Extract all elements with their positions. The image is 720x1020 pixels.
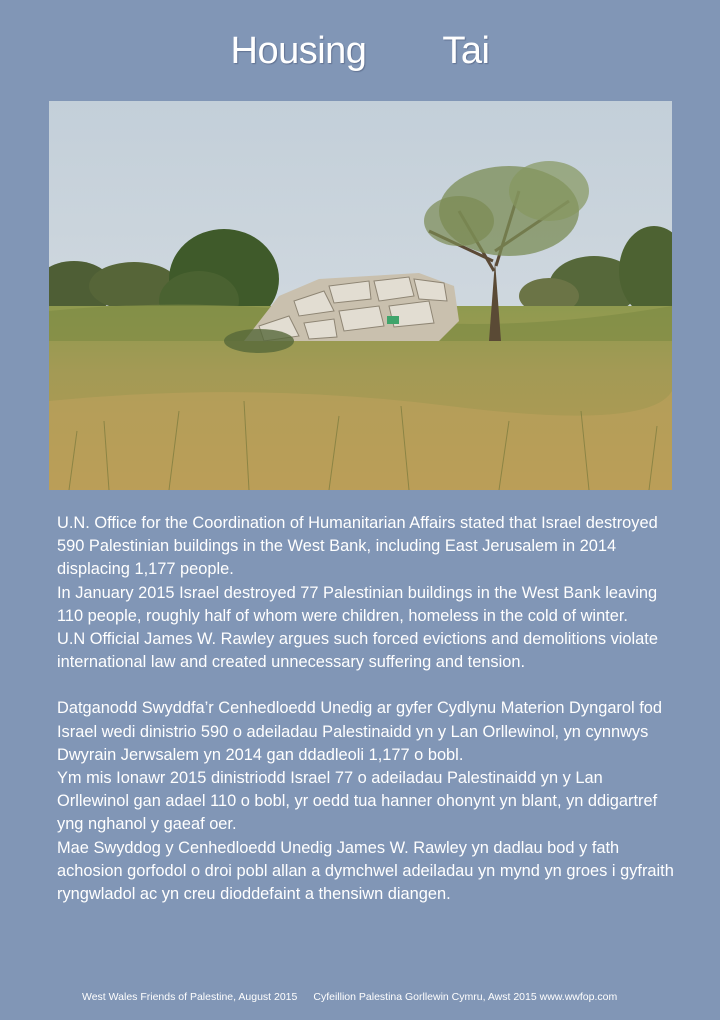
title-welsh: Tai [442,30,490,72]
footer-welsh: Cyfeillion Palestina Gorllewin Cymru, Awst 2015 www.wwfop.com [313,991,618,1003]
english-paragraph: U.N Official James W. Rawley argues such forced evictions and demolitions violate international law and created unnecessary suffering and tension. [57,630,658,672]
title-english: Housing [230,30,367,72]
english-paragraph: U.N. Office for the Coordination of Humanitarian Affairs stated that Israel destroyed 590 Palestinian buildings in the West Bank, including East Jerusalem in 2014 displacing 1,177 people. [57,514,658,579]
article-body [57,512,677,906]
welsh-paragraph: Mae Swyddog y Cenhedloedd Unedig James W. Rawley yn dadlau bod y fath achosion gorfodol o droi pobl allan a dymchwel adeiladau yn mynd yn groes i gyfraith ryngwladol ac yn creu dioddefaint a thensiwn diangen. [57,838,674,904]
english-paragraph: In January 2015 Israel destroyed 77 Palestinian buildings in the West Bank leaving 110 people, roughly half of whom were children, homeless in the cold of winter. [57,583,658,625]
footer [82,991,702,1003]
page-title [0,30,720,73]
welsh-paragraph: Datganodd Swyddfa’r Cenhedloedd Unedig ar gyfer Cydlynu Materion Dyngarol fod Israel wedi dinistrio 590 o adeiladau Palestinaidd yn y Lan Orllewinol, yn cynnwys Dwyrain Jerwsalem yn 2014 gan ddadleoli 1,177 o bobl. [57,699,662,764]
footer-english: West Wales Friends of Palestine, August 2015 [82,991,298,1003]
demolished-building-photo [49,101,672,490]
welsh-paragraph: Ym mis Ionawr 2015 dinistriodd Israel 77 o adeiladau Palestinaidd yn y Lan Orllewinol gan adael 110 o bobl, yr oedd tua hanner ohonynt yn blant, yn ddigartref yng nghanol y gaeaf oer. [57,769,658,834]
